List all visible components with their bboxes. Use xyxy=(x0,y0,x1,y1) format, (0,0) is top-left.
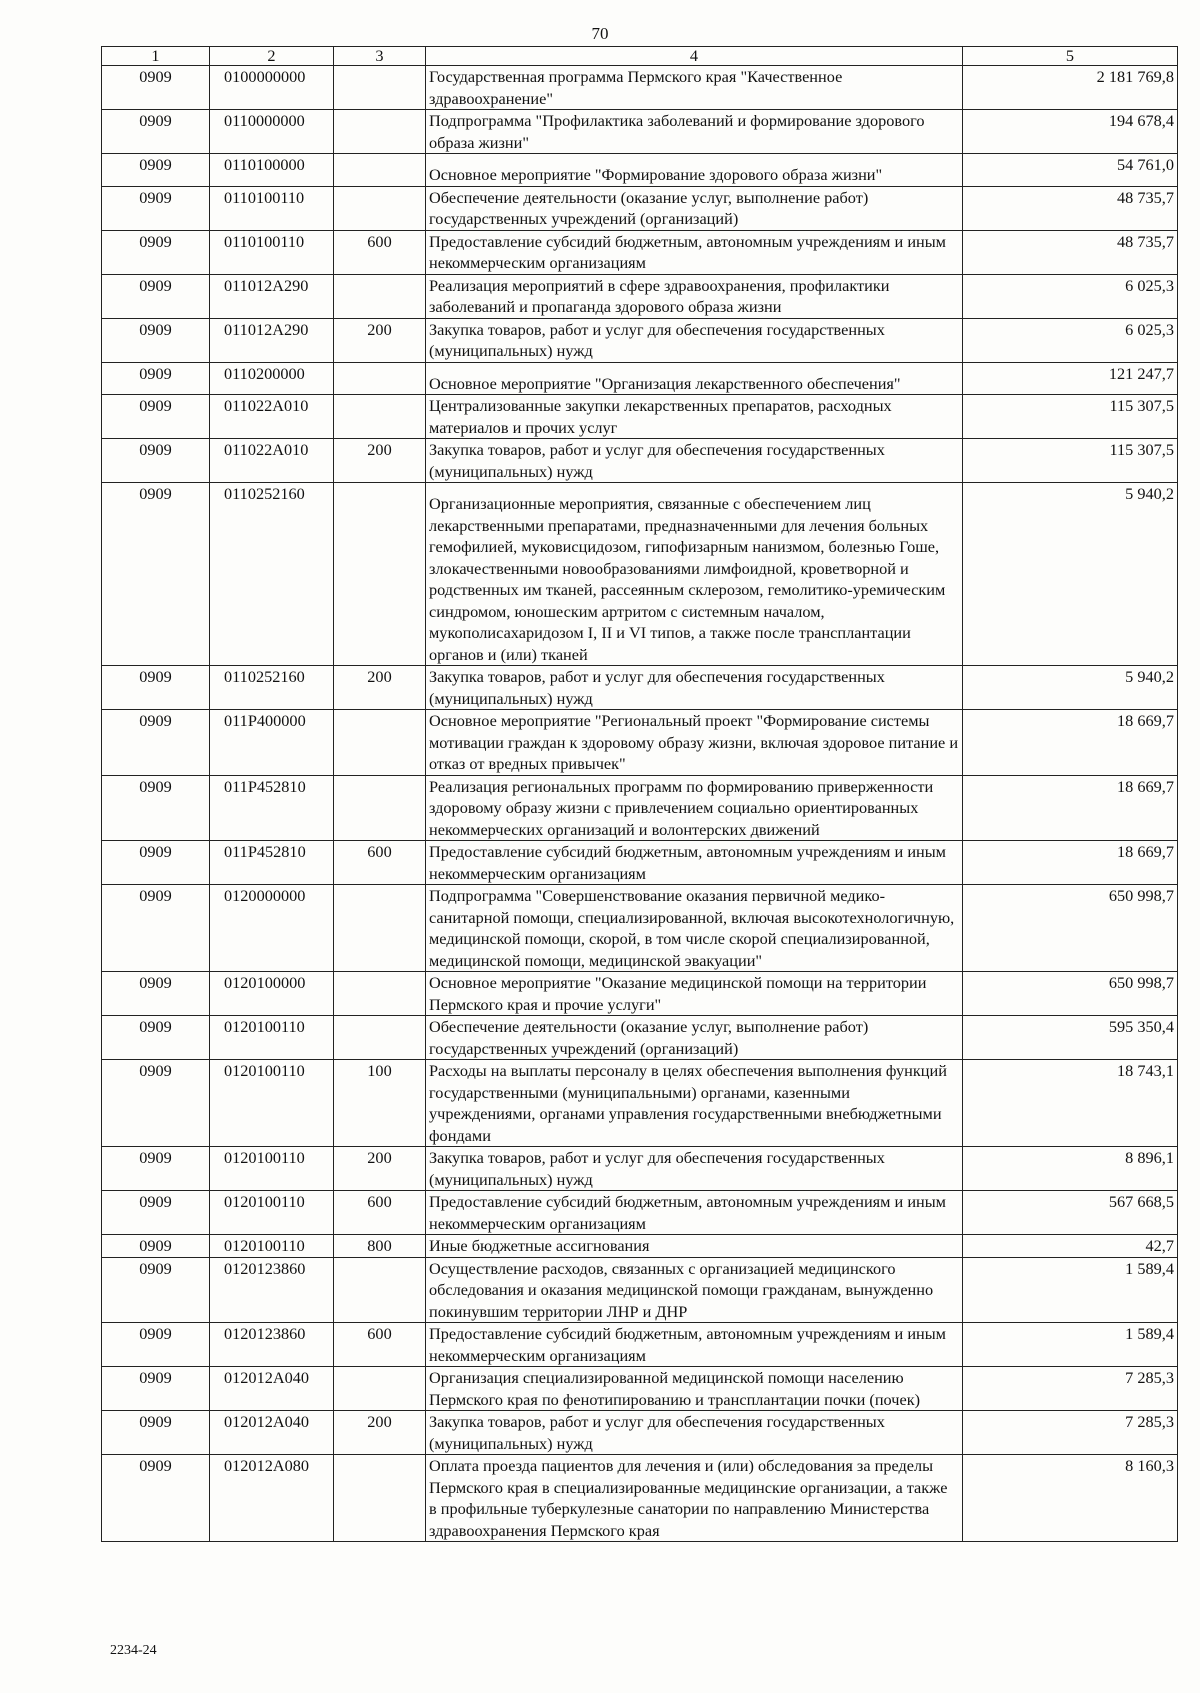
target-code-cell: 0110000000 xyxy=(210,110,334,154)
amount-cell: 54 761,0 xyxy=(963,154,1178,187)
table-row xyxy=(102,1323,1178,1367)
table-row xyxy=(102,1235,1178,1258)
section-code-cell: 0909 xyxy=(102,1323,210,1367)
section-code-cell: 0909 xyxy=(102,1060,210,1147)
section-code-cell: 0909 xyxy=(102,274,210,318)
amount-cell: 48 735,7 xyxy=(963,186,1178,230)
amount-cell: 1 589,4 xyxy=(963,1323,1178,1367)
section-code-cell: 0909 xyxy=(102,710,210,776)
description-cell: Предоставление субсидий бюджетным, автономным учреждениям и иным некоммерческим организациям xyxy=(426,1191,963,1235)
target-code-cell: 0110252160 xyxy=(210,666,334,710)
amount-cell: 1 589,4 xyxy=(963,1257,1178,1323)
header-col-4: 4 xyxy=(426,47,963,66)
description-cell: Осуществление расходов, связанных с организацией медицинского обследования и оказания медицинской помощи гражданам, вынужденно покинувшим территории ЛНР и ДНР xyxy=(426,1257,963,1323)
description-cell: Предоставление субсидий бюджетным, автономным учреждениям и иным некоммерческим организациям xyxy=(426,841,963,885)
table-row xyxy=(102,66,1178,110)
target-code-cell: 011012А290 xyxy=(210,318,334,362)
target-code-cell: 012012А040 xyxy=(210,1411,334,1455)
amount-cell: 48 735,7 xyxy=(963,230,1178,274)
description-cell: Закупка товаров, работ и услуг для обеспечения государственных (муниципальных) нужд xyxy=(426,1411,963,1455)
amount-cell: 18 669,7 xyxy=(963,710,1178,776)
section-code-cell: 0909 xyxy=(102,1191,210,1235)
target-code-cell: 011022А010 xyxy=(210,439,334,483)
expense-type-cell: 600 xyxy=(334,841,426,885)
section-code-cell: 0909 xyxy=(102,885,210,972)
amount-cell: 18 743,1 xyxy=(963,1060,1178,1147)
amount-cell: 18 669,7 xyxy=(963,841,1178,885)
table-row xyxy=(102,841,1178,885)
section-code-cell: 0909 xyxy=(102,230,210,274)
target-code-cell: 0100000000 xyxy=(210,66,334,110)
table-row xyxy=(102,1411,1178,1455)
amount-cell: 18 669,7 xyxy=(963,775,1178,841)
description-cell: Централизованные закупки лекарственных препаратов, расходных материалов и прочих услуг xyxy=(426,395,963,439)
description-cell: Обеспечение деятельности (оказание услуг, выполнение работ) государственных учреждений (организаций) xyxy=(426,186,963,230)
table-row xyxy=(102,154,1178,187)
expense-type-cell: 600 xyxy=(334,1191,426,1235)
description-cell: Предоставление субсидий бюджетным, автономным учреждениям и иным некоммерческим организациям xyxy=(426,1323,963,1367)
amount-cell: 115 307,5 xyxy=(963,395,1178,439)
amount-cell: 7 285,3 xyxy=(963,1411,1178,1455)
section-code-cell: 0909 xyxy=(102,1257,210,1323)
table-row xyxy=(102,885,1178,972)
expense-type-cell: 800 xyxy=(334,1235,426,1258)
header-row xyxy=(102,47,1178,66)
description-cell: Государственная программа Пермского края "Качественное здравоохранение" xyxy=(426,66,963,110)
table-row xyxy=(102,666,1178,710)
section-code-cell: 0909 xyxy=(102,1016,210,1060)
description-cell: Закупка товаров, работ и услуг для обеспечения государственных (муниципальных) нужд xyxy=(426,318,963,362)
table-row xyxy=(102,1016,1178,1060)
section-code-cell: 0909 xyxy=(102,362,210,395)
target-code-cell: 0120100110 xyxy=(210,1191,334,1235)
table-row xyxy=(102,1191,1178,1235)
page-number: 70 xyxy=(591,24,609,43)
target-code-cell: 012012А080 xyxy=(210,1455,334,1542)
header-col-3: 3 xyxy=(334,47,426,66)
target-code-cell: 0120100110 xyxy=(210,1060,334,1147)
target-code-cell: 011P400000 xyxy=(210,710,334,776)
expense-type-cell xyxy=(334,110,426,154)
expense-type-cell xyxy=(334,66,426,110)
expense-type-cell: 200 xyxy=(334,1147,426,1191)
description-cell: Реализация мероприятий в сфере здравоохранения, профилактики заболеваний и пропаганда здорового образа жизни xyxy=(426,274,963,318)
expense-type-cell: 200 xyxy=(334,318,426,362)
expense-type-cell xyxy=(334,154,426,187)
description-cell: Основное мероприятие "Организация лекарственного обеспечения" xyxy=(426,362,963,395)
amount-cell: 6 025,3 xyxy=(963,318,1178,362)
section-code-cell: 0909 xyxy=(102,972,210,1016)
table-body xyxy=(102,66,1178,1542)
table-row xyxy=(102,274,1178,318)
description-cell: Реализация региональных программ по формированию приверженности здоровому образу жизни с привлечением социально ориентированных некоммерческих организаций и волонтерских движений xyxy=(426,775,963,841)
target-code-cell: 0120000000 xyxy=(210,885,334,972)
section-code-cell: 0909 xyxy=(102,1455,210,1542)
expense-type-cell: 200 xyxy=(334,439,426,483)
target-code-cell: 0120100110 xyxy=(210,1235,334,1258)
amount-cell: 6 025,3 xyxy=(963,274,1178,318)
section-code-cell: 0909 xyxy=(102,439,210,483)
amount-cell: 595 350,4 xyxy=(963,1016,1178,1060)
description-cell: Организация специализированной медицинской помощи населению Пермского края по фенотипированию и трансплантации почки (почек) xyxy=(426,1367,963,1411)
table-row xyxy=(102,318,1178,362)
amount-cell: 567 668,5 xyxy=(963,1191,1178,1235)
expense-type-cell xyxy=(334,395,426,439)
target-code-cell: 011P452810 xyxy=(210,775,334,841)
expense-type-cell xyxy=(334,1455,426,1542)
description-cell: Закупка товаров, работ и услуг для обеспечения государственных (муниципальных) нужд xyxy=(426,1147,963,1191)
table-row xyxy=(102,710,1178,776)
section-code-cell: 0909 xyxy=(102,110,210,154)
expense-type-cell xyxy=(334,1367,426,1411)
header-col-1: 1 xyxy=(102,47,210,66)
section-code-cell: 0909 xyxy=(102,841,210,885)
amount-cell: 194 678,4 xyxy=(963,110,1178,154)
target-code-cell: 0120123860 xyxy=(210,1323,334,1367)
expense-type-cell: 100 xyxy=(334,1060,426,1147)
description-cell: Расходы на выплаты персоналу в целях обеспечения выполнения функций государственными (муниципальными) органами, казенными учреждениями, органами управления государственными внебюджетными фондами xyxy=(426,1060,963,1147)
table-row xyxy=(102,362,1178,395)
section-code-cell: 0909 xyxy=(102,1235,210,1258)
expense-type-cell xyxy=(334,1016,426,1060)
target-code-cell: 012012А040 xyxy=(210,1367,334,1411)
table-row xyxy=(102,972,1178,1016)
description-cell: Основное мероприятие "Формирование здорового образа жизни" xyxy=(426,154,963,187)
target-code-cell: 011012А290 xyxy=(210,274,334,318)
footer-code: 2234-24 xyxy=(110,1643,157,1658)
description-cell: Предоставление субсидий бюджетным, автономным учреждениям и иным некоммерческим организациям xyxy=(426,230,963,274)
description-cell: Организационные мероприятия, связанные с обеспечением лиц лекарственными препаратами, предназначенными для лечения больных гемофилией, муковисцидозом, гипофизарным нанизмом, болезнью Гоше, злокачественными новообразованиями лимфоидной, кроветворной и родственных им тканей, рассеянным склерозом, гемолитико-уремическим синдромом, юношеским артритом с системным началом, мукополисахаридозом I, II и VI типов, а также после трансплантации органов и (или) тканей xyxy=(426,483,963,666)
amount-cell: 8 896,1 xyxy=(963,1147,1178,1191)
amount-cell: 2 181 769,8 xyxy=(963,66,1178,110)
table-row xyxy=(102,1060,1178,1147)
table-row xyxy=(102,1367,1178,1411)
section-code-cell: 0909 xyxy=(102,154,210,187)
section-code-cell: 0909 xyxy=(102,1411,210,1455)
description-cell: Обеспечение деятельности (оказание услуг, выполнение работ) государственных учреждений (организаций) xyxy=(426,1016,963,1060)
section-code-cell: 0909 xyxy=(102,186,210,230)
table-row xyxy=(102,186,1178,230)
description-cell: Оплата проезда пациентов для лечения и (или) обследования за пределы Пермского края в специализированные медицинские организации, а также в профильные туберкулезные санатории по направлению Министерства здравоохранения Пермского края xyxy=(426,1455,963,1542)
table-row xyxy=(102,483,1178,666)
budget-table xyxy=(101,46,1178,1542)
expense-type-cell xyxy=(334,274,426,318)
expense-type-cell xyxy=(334,483,426,666)
table-row xyxy=(102,395,1178,439)
amount-cell: 42,7 xyxy=(963,1235,1178,1258)
target-code-cell: 0110100110 xyxy=(210,230,334,274)
target-code-cell: 0110200000 xyxy=(210,362,334,395)
expense-type-cell xyxy=(334,885,426,972)
expense-type-cell: 600 xyxy=(334,1323,426,1367)
description-cell: Основное мероприятие "Региональный проект "Формирование системы мотивации граждан к здоровому образу жизни, включая здоровое питание и отказ от вредных привычек" xyxy=(426,710,963,776)
amount-cell: 121 247,7 xyxy=(963,362,1178,395)
expense-type-cell xyxy=(334,186,426,230)
table-row xyxy=(102,1257,1178,1323)
table-row xyxy=(102,110,1178,154)
target-code-cell: 011022А010 xyxy=(210,395,334,439)
section-code-cell: 0909 xyxy=(102,483,210,666)
section-code-cell: 0909 xyxy=(102,66,210,110)
amount-cell: 7 285,3 xyxy=(963,1367,1178,1411)
table-row xyxy=(102,1455,1178,1542)
target-code-cell: 0110100110 xyxy=(210,186,334,230)
expense-type-cell: 600 xyxy=(334,230,426,274)
amount-cell: 5 940,2 xyxy=(963,483,1178,666)
table-row xyxy=(102,1147,1178,1191)
description-cell: Основное мероприятие "Оказание медицинской помощи на территории Пермского края и прочие услуги" xyxy=(426,972,963,1016)
section-code-cell: 0909 xyxy=(102,775,210,841)
amount-cell: 650 998,7 xyxy=(963,972,1178,1016)
expense-type-cell xyxy=(334,710,426,776)
target-code-cell: 0110252160 xyxy=(210,483,334,666)
expense-type-cell: 200 xyxy=(334,666,426,710)
target-code-cell: 0120100110 xyxy=(210,1147,334,1191)
header-col-5: 5 xyxy=(963,47,1178,66)
target-code-cell: 0120100000 xyxy=(210,972,334,1016)
amount-cell: 115 307,5 xyxy=(963,439,1178,483)
section-code-cell: 0909 xyxy=(102,1367,210,1411)
expense-type-cell: 200 xyxy=(334,1411,426,1455)
header-col-2: 2 xyxy=(210,47,334,66)
expense-type-cell xyxy=(334,775,426,841)
description-cell: Подпрограмма "Совершенствование оказания первичной медико-санитарной помощи, специализированной, включая высокотехнологичную, медицинской помощи, скорой, в том числе скорой специализированной, медицинской помощи, медицинской эвакуации" xyxy=(426,885,963,972)
target-code-cell: 011P452810 xyxy=(210,841,334,885)
target-code-cell: 0120100110 xyxy=(210,1016,334,1060)
description-cell: Закупка товаров, работ и услуг для обеспечения государственных (муниципальных) нужд xyxy=(426,439,963,483)
amount-cell: 5 940,2 xyxy=(963,666,1178,710)
table-row xyxy=(102,230,1178,274)
amount-cell: 8 160,3 xyxy=(963,1455,1178,1542)
description-cell: Закупка товаров, работ и услуг для обеспечения государственных (муниципальных) нужд xyxy=(426,666,963,710)
table-row xyxy=(102,775,1178,841)
section-code-cell: 0909 xyxy=(102,395,210,439)
amount-cell: 650 998,7 xyxy=(963,885,1178,972)
expense-type-cell xyxy=(334,972,426,1016)
section-code-cell: 0909 xyxy=(102,1147,210,1191)
table-row xyxy=(102,439,1178,483)
expense-type-cell xyxy=(334,362,426,395)
section-code-cell: 0909 xyxy=(102,318,210,362)
section-code-cell: 0909 xyxy=(102,666,210,710)
description-cell: Подпрограмма "Профилактика заболеваний и формирование здорового образа жизни" xyxy=(426,110,963,154)
expense-type-cell xyxy=(334,1257,426,1323)
description-cell: Иные бюджетные ассигнования xyxy=(426,1235,963,1258)
target-code-cell: 0120123860 xyxy=(210,1257,334,1323)
target-code-cell: 0110100000 xyxy=(210,154,334,187)
